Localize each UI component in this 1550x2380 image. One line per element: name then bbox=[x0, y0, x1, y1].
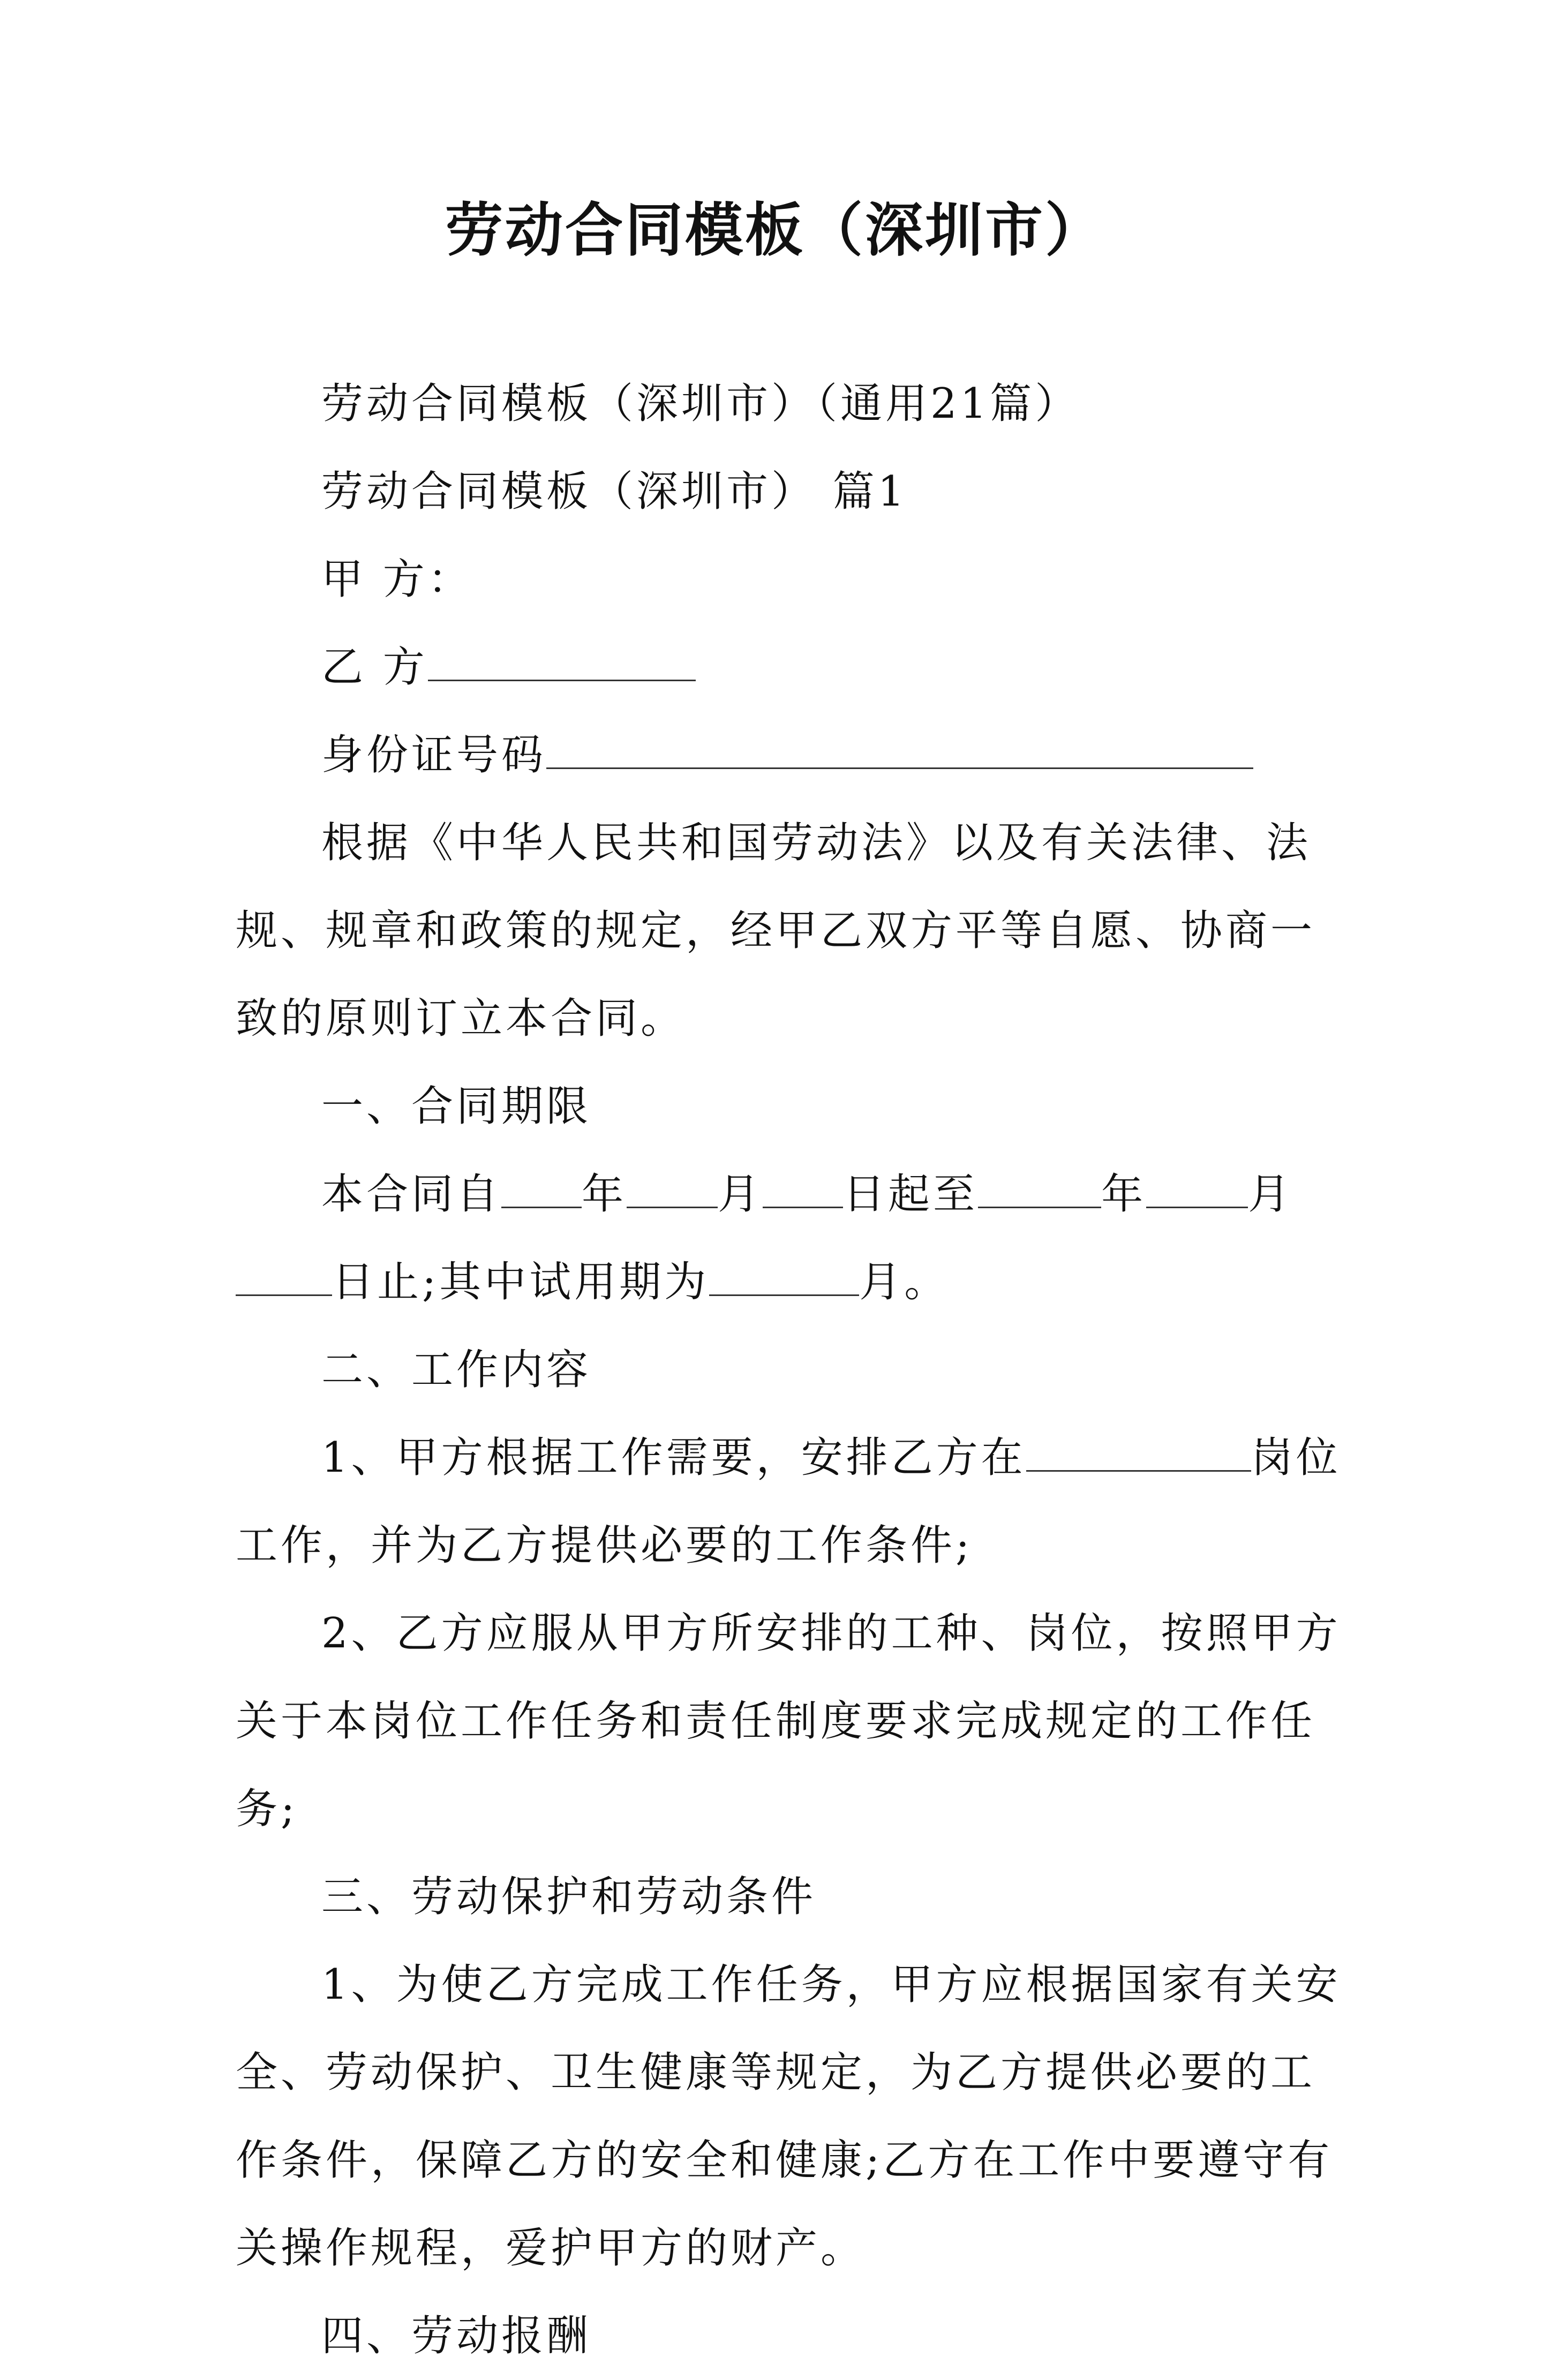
work-item-2: 2、乙方应服从甲方所安排的工种、岗位，按照甲方关于本岗位工作任务和责任制度要求完成规定的工作任务; bbox=[236, 1609, 1341, 1833]
party-b-blank[interactable] bbox=[428, 644, 696, 681]
term-day-2: 日止;其中试用期为 bbox=[332, 1258, 710, 1306]
document-title: 劳动合同模板（深圳市） bbox=[445, 197, 1105, 264]
term-year-2: 年 bbox=[1101, 1170, 1147, 1218]
end-year-blank[interactable] bbox=[978, 1171, 1101, 1208]
section-heading: 劳动合同模板（深圳市） 篇1 bbox=[321, 468, 908, 516]
term-month-1: 月 bbox=[718, 1170, 763, 1218]
start-day-blank[interactable] bbox=[763, 1171, 843, 1208]
end-month-blank[interactable] bbox=[1146, 1171, 1248, 1208]
section-1-heading: 一、合同期限 bbox=[321, 1082, 592, 1131]
work-item-1-text-b: 岗位工作，并为乙方提供必要的工作条件; bbox=[236, 1434, 1341, 1570]
work-item-1-text-a: 1、甲方根据工作需要，安排乙方在 bbox=[321, 1434, 1026, 1482]
document-subtitle: 劳动合同模板（深圳市）（通用21篇） bbox=[321, 380, 1080, 428]
section-3-heading: 三、劳动保护和劳动条件 bbox=[321, 1873, 817, 1921]
preamble-paragraph: 根据《中华人民共和国劳动法》以及有关法律、法规、规章和政策的规定，经甲乙双方平等自愿、协商一致的原则订立本合同。 bbox=[236, 819, 1316, 1043]
end-day-blank[interactable] bbox=[236, 1259, 332, 1296]
probation-blank[interactable] bbox=[709, 1259, 859, 1296]
section-2-heading: 二、工作内容 bbox=[321, 1346, 592, 1394]
term-text-1: 本合同自 bbox=[321, 1170, 502, 1218]
section-4-heading: 四、劳动报酬 bbox=[321, 2312, 592, 2360]
party-a-line bbox=[236, 536, 1350, 623]
term-paragraph bbox=[236, 1150, 1350, 1326]
id-label: 身份证号码 bbox=[321, 731, 547, 779]
term-month-2: 月 bbox=[1248, 1170, 1293, 1218]
party-b-label: 乙 方 bbox=[321, 643, 428, 691]
protection-item-1: 1、为使乙方完成工作任务，甲方应根据国家有关安全、劳动保护、卫生健康等规定，为乙方提供必要的工作条件，保障乙方的安全和健康;乙方在工作中要遵守有关操作规程，爱护甲方的财产。 bbox=[236, 1961, 1341, 2272]
term-day-1: 日起至 bbox=[843, 1170, 979, 1218]
party-a-label: 甲 方： bbox=[321, 555, 473, 604]
party-b-line bbox=[236, 623, 1350, 711]
term-year-1: 年 bbox=[582, 1170, 627, 1218]
position-blank[interactable] bbox=[1026, 1435, 1251, 1472]
term-month-3: 月。 bbox=[859, 1258, 950, 1306]
work-item-1 bbox=[236, 1414, 1350, 1590]
document-body bbox=[236, 360, 1350, 2380]
start-month-blank[interactable] bbox=[627, 1171, 718, 1208]
id-line bbox=[236, 711, 1350, 799]
start-year-blank[interactable] bbox=[501, 1171, 582, 1208]
id-blank[interactable] bbox=[546, 732, 1253, 769]
